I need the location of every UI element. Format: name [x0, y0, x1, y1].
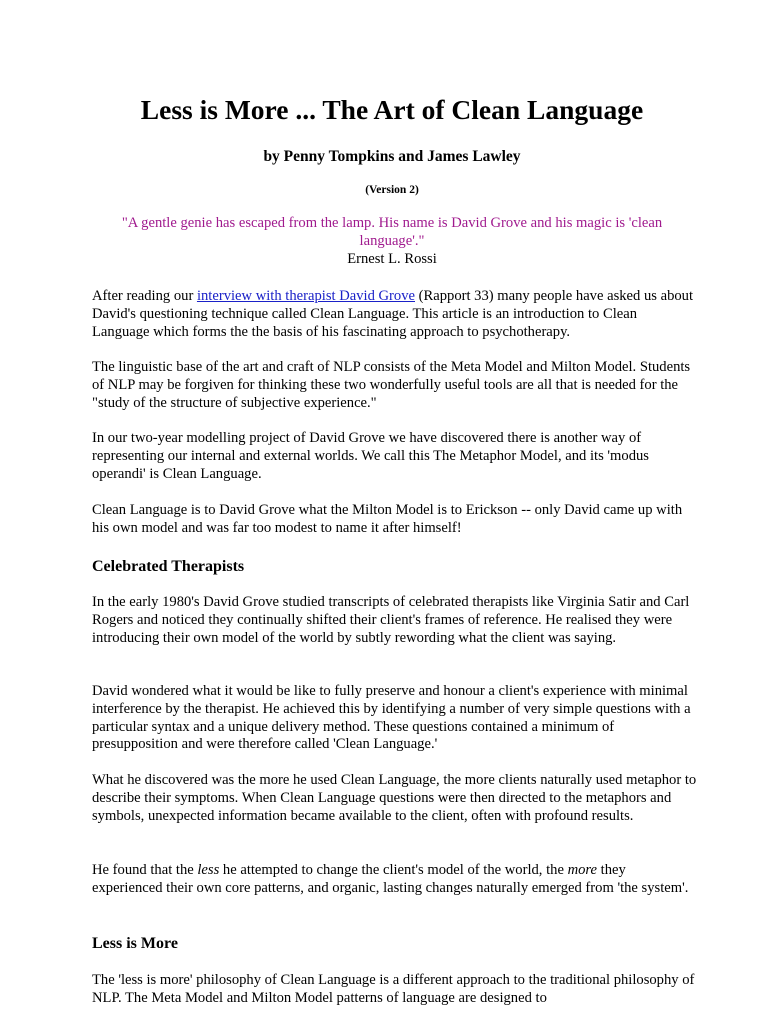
section-heading-celebrated-therapists: Celebrated Therapists [92, 558, 245, 575]
epigraph-quote: "A gentle genie has escaped from the lamp. His name is David Grove and his magic is 'clean language'." [121, 215, 663, 249]
text-run: He found that the [92, 862, 198, 878]
intro-paragraph [92, 288, 697, 341]
article-title: Less is More ... The Art of Clean Language [140, 94, 644, 125]
epigraph-author: Ernest L. Rossi [347, 250, 437, 267]
section-heading-less-is-more: Less is More [92, 935, 178, 952]
interview-link[interactable]: interview with therapist David Grove [196, 288, 415, 304]
body-paragraph: In our two-year modelling project of David Grove we have discovered there is another way of representing our internal and external worlds. We call this The Metaphor Model, and its 'modus operandi' is Clean Language. [92, 430, 649, 482]
body-paragraph: David wondered what it would be like to fully preserve and honour a client's experience with minimal interference by the therapist. He achieved this by identifying a number of very simple questions with a particular syntax and a unique delivery method. These questions contained a minimum of presupposition and were therefore called 'Clean Language.' [92, 683, 691, 753]
body-paragraph: The 'less is more' philosophy of Clean Language is a different approach to the traditional philosophy of NLP. The Meta Model and Milton Model patterns of language are designed to [92, 972, 695, 1006]
emphasis-less: less [197, 862, 220, 878]
text-run: they experienced their own core patterns, and organic, lasting changes naturally emerged from 'the system'. [92, 862, 689, 896]
epigraph [92, 215, 692, 268]
body-paragraph: The linguistic base of the art and craft of NLP consists of the Meta Model and Milton Model. Students of NLP may be forgiven for thinking these two wonderfully useful tools are all that is needed for the "study of the structure of subjective experience." [92, 359, 691, 411]
emphasis-more: more [567, 862, 598, 878]
body-paragraph: In the early 1980's David Grove studied transcripts of celebrated therapists like Virginia Satir and Carl Rogers and noticed they continually shifted their client's frames of reference. He realised they were introducing their own model of the world by subtly rewording what the client was saying. [92, 594, 690, 646]
body-paragraph: What he discovered was the more he used Clean Language, the more clients naturally used metaphor to describe their symptoms. When Clean Language questions were then directed to the metaphors and symbols, unexpected information became available to the client, often with profound results. [92, 772, 697, 824]
intro-rest: (Rapport 33) many people have asked us about David's questioning technique called Clean Language. This article is an introduction to Clean Language which forms the the basis of his fascinating approach to psychotherapy. [92, 288, 694, 340]
body-paragraph: Clean Language is to David Grove what the Milton Model is to Erickson -- only David came up with his own model and was far too modest to name it after himself! [92, 502, 683, 536]
article-version: (Version 2) [365, 184, 419, 196]
intro-lead: After reading our [92, 288, 197, 304]
article-byline: by Penny Tompkins and James Lawley [263, 148, 521, 165]
text-run: he attempted to change the client's model of the world, the [219, 862, 568, 878]
less-more-paragraph [92, 862, 697, 898]
